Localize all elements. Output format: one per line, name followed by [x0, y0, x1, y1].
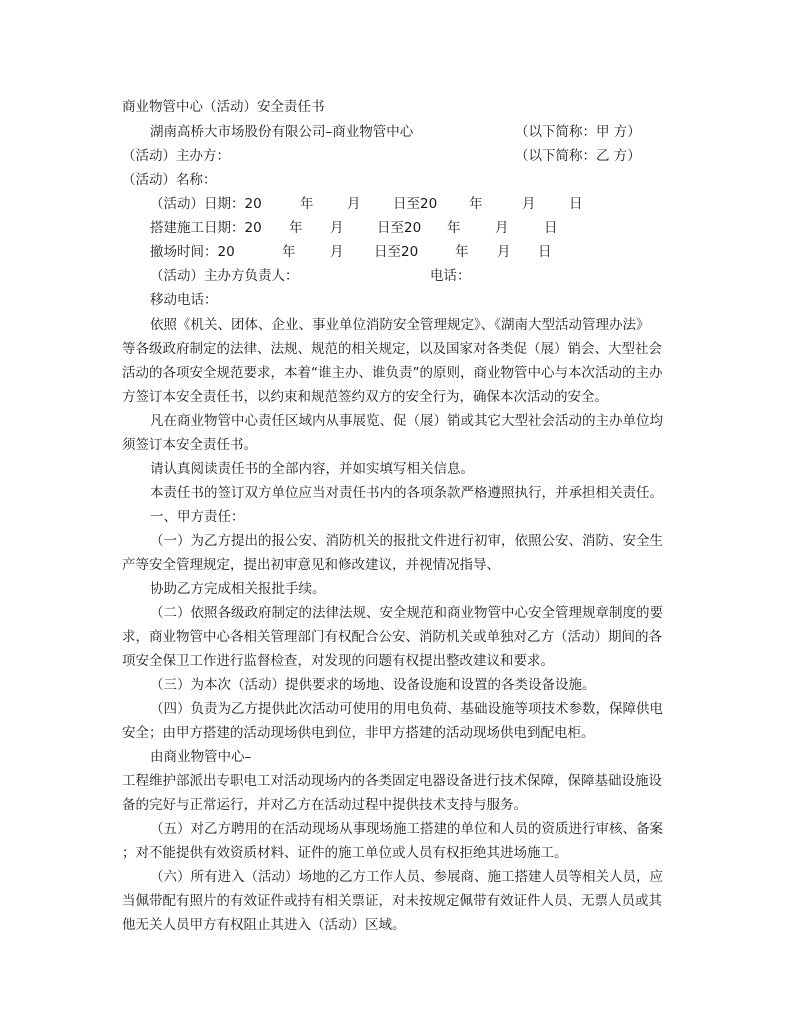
paragraph-line: （二）依照各级政府制定的法律法规、安全规范和商业物管中心安全管理规章制度的要	[150, 605, 663, 621]
paragraph-line: 凡在商业物管中心责任区域内从事展览、促（展）销或其它大型社会活动的主办单位均	[150, 413, 663, 429]
build-date-prefix: 搭建施工日期：20	[150, 220, 262, 236]
paragraph-line: 请认真阅读责任书的全部内容，并如实填写相关信息。	[150, 461, 474, 477]
paragraph-line: ；对不能提供有效资质材料、证件的施工单位或人员有权拒绝其进场施工。	[122, 845, 568, 861]
activity-date-prefix: （活动）日期：20	[150, 196, 262, 212]
organizer-phone-label: 电话：	[430, 268, 471, 284]
build-date-to: 日至20	[377, 220, 422, 236]
paragraph-line: （四）负责为乙方提供此次活动可使用的用电负荷、基础设施等项技术参数，保障供电	[150, 701, 663, 717]
paragraph-line: （一）为乙方提出的报公安、消防机关的报批文件进行初审，依照公安、消防、安全生	[150, 533, 663, 549]
paragraph-line: 本责任书的签订双方单位应当对责任书内的各项条款严格遵照执行，并承担相关责任。	[150, 485, 663, 501]
activity-date-to: 日至20	[393, 196, 438, 212]
party-a-name: 湖南高桥大市场股份有限公司–商业物管中心	[150, 124, 414, 140]
paragraph-line: 工程维护部派出专职电工对活动现场内的各类固定电器设备进行技术保障，保障基础设施设	[122, 773, 662, 789]
build-date-year: 年	[289, 220, 303, 236]
activity-date-day2: 日	[569, 196, 583, 212]
paragraph-line: （五）对乙方聘用的在活动现场从事现场施工搭建的单位和人员的资质进行审核、备案	[150, 821, 663, 837]
activity-date-month2: 月	[522, 196, 536, 212]
withdraw-date-month: 月	[330, 244, 344, 260]
paragraph-line: 协助乙方完成相关报批手续。	[150, 581, 326, 597]
paragraph-line: 产等安全管理规定，提出初审意见和修改建议，并视情况指导、	[122, 557, 500, 573]
withdraw-date-prefix: 撤场时间：20	[150, 244, 235, 260]
paragraph-line: 求，商业物管中心各相关管理部门有权配合公安、消防机关或单独对乙方（活动）期间的各	[122, 629, 662, 645]
section-heading: 一、甲方责任：	[150, 509, 245, 525]
build-date-year2: 年	[447, 220, 461, 236]
paragraph-line: 备的完好与正常运行，并对乙方在活动过程中提供技术支持与服务。	[122, 797, 527, 813]
paragraph-line: （六）所有进入（活动）场地的乙方工作人员、参展商、施工搭建人员等相关人员，应	[150, 869, 663, 885]
organizer-contact-label: （活动）主办方负责人：	[150, 268, 299, 284]
paragraph-line: 由商业物管中心–	[150, 749, 252, 765]
build-date-month2: 月	[495, 220, 509, 236]
paragraph-line: 方签订本安全责任书，以约束和规范签约双方的安全行为，确保本次活动的安全。	[122, 389, 608, 405]
paragraph-line: 须签订本安全责任书。	[122, 437, 257, 453]
party-a-abbr: （以下简称：甲 方）	[515, 124, 641, 140]
mobile-phone-label: 移动电话：	[150, 292, 218, 308]
paragraph-line: 项安全保卫工作进行监督检查，对发现的问题有权提出整改建议和要求。	[122, 653, 554, 669]
withdraw-date-month2: 月	[497, 244, 511, 260]
activity-date-year2: 年	[469, 196, 483, 212]
document-title: 商业物管中心（活动）安全责任书	[122, 99, 325, 115]
build-date-month: 月	[330, 220, 344, 236]
paragraph-line: 他无关人员甲方有权阻止其进入（活动）区域。	[122, 917, 406, 933]
party-b-abbr: （以下简称：乙 方）	[515, 148, 641, 164]
activity-name-label: （活动）名称：	[122, 172, 217, 188]
activity-date-month: 月	[347, 196, 361, 212]
withdraw-date-year: 年	[282, 244, 296, 260]
paragraph-line: 活动的各项安全规范要求，本着“谁主办、谁负责”的原则，商业物管中心与本次活动的主办	[122, 365, 663, 381]
activity-date-year: 年	[300, 196, 314, 212]
party-b-label: （活动）主办方：	[122, 148, 230, 164]
paragraph-line: 安全；由甲方搭建的活动现场供电到位，非甲方搭建的活动现场供电到配电柜。	[122, 725, 595, 741]
withdraw-date-day2: 日	[538, 244, 552, 260]
paragraph-line: 依照《机关、团体、企业、事业单位消防安全管理规定》、《湖南大型活动管理办法》	[150, 317, 650, 333]
withdraw-date-to: 日至20	[374, 244, 419, 260]
withdraw-date-year2: 年	[455, 244, 469, 260]
build-date-day2: 日	[544, 220, 558, 236]
paragraph-line: 等各级政府制定的法律、法规、规范的相关规定，以及国家对各类促（展）销会、大型社会	[122, 341, 662, 357]
paragraph-line: （三）为本次（活动）提供要求的场地、设备设施和设置的各类设备设施。	[150, 677, 596, 693]
paragraph-line: 当佩带配有照片的有效证件或持有相关票证，对未按规定佩带有效证件人员、无票人员或其	[122, 893, 662, 909]
